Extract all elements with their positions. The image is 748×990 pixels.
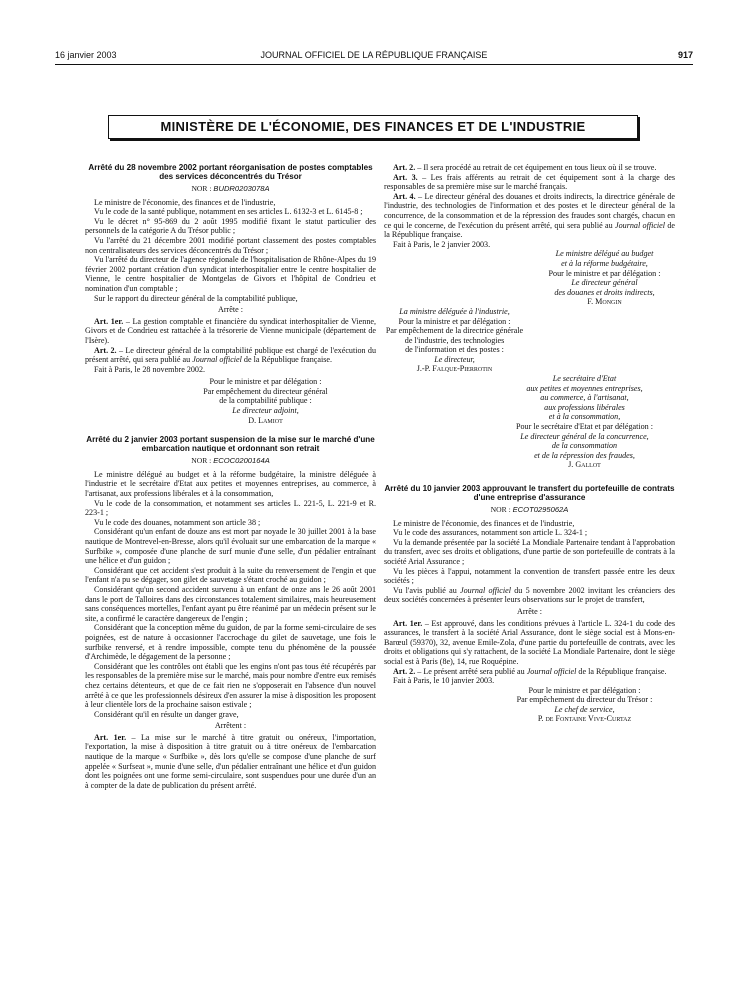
signature-line: aux professions libérales xyxy=(544,402,625,412)
paragraph: Vu les pièces à l'appui, notamment la convention de transfert passée entre les deux sociétés ; xyxy=(384,566,675,586)
signature-line: et à la consommation, xyxy=(548,412,621,422)
paragraph: Considérant que les contrôles ont établi que les engins n'ont pas tous été récupérés par les responsables de la première mise sur le marché, mais pour nombre d'entre eux remisés chez certains détenteurs, et que de ce fait rien ne s'opposerait en l'absence d'un nouvel arrêté à ce que les professionnels désireux d'en assurer la mise à disposition les proposent à leur clientèle lors de la prochaine saison estivale ; xyxy=(85,661,376,710)
journal-ref: Journal officiel xyxy=(615,220,666,230)
signature-line: et de la répression des fraudes, xyxy=(534,450,635,460)
left-column xyxy=(85,163,376,790)
signature-line: Le directeur, xyxy=(434,354,475,364)
paragraph: Vu la demande présentée par la société La Mondiale Partenaire tendant à l'approbation du transfert, avec ses droits et obligations, d'une partie de son portefeuille de contrats à la société Arial Assurance ; xyxy=(384,537,675,566)
nor-value: BUDR0203078A xyxy=(213,184,270,193)
signature-line: Le secrétaire d'Etat xyxy=(552,374,617,384)
header-journal-title: JOURNAL OFFICIEL DE LA RÉPUBLIQUE FRANÇAISE xyxy=(260,50,488,60)
header-rule xyxy=(55,64,693,65)
ministry-heading: MINISTÈRE DE L'ÉCONOMIE, DES FINANCES ET DE L'INDUSTRIE xyxy=(108,115,638,139)
signature-line: Le directeur général xyxy=(571,278,638,288)
signatory-name: D. Lamiot xyxy=(248,415,283,425)
signature-line: Pour le secrétaire d'Etat et par délégation : xyxy=(516,422,653,432)
journal-ref: Journal officiel xyxy=(460,585,511,595)
article-1 xyxy=(85,733,376,791)
signature-block xyxy=(384,374,675,470)
article-label: Art. 1er. xyxy=(94,316,124,326)
paragraph: Considérant que cet accident s'est produit à la suite du renversement de l'engin et que l'enfant n'a pu se dégager, son gilet de sauvetage s'étant croché au guidon ; xyxy=(85,565,376,585)
signatory-name: P. de Fontaine Vive-Curtaz xyxy=(537,714,632,724)
paragraph: Sur le rapport du directeur général de la comptabilité publique, xyxy=(94,293,298,303)
page-number: 917 xyxy=(677,50,693,60)
arrete-1-title: Arrêté du 28 novembre 2002 portant réorganisation de postes comptables des services déconcentrés du Trésor xyxy=(88,163,373,181)
signature-block xyxy=(384,307,675,374)
signature-line: au commerce, à l'artisanat, xyxy=(540,393,629,403)
fait-line: Fait à Paris, le 2 janvier 2003. xyxy=(393,239,491,249)
paragraph xyxy=(384,586,675,605)
paragraph: Vu le code des douanes, notamment son article 38 ; xyxy=(94,517,261,527)
paragraph: Considérant qu'un enfant de douze ans est mort par noyade le 30 juillet 2001 à la base nautique de Montrevel-en-Bresse, alors qu'il évoluait sur une embarcation de la marque « Surfbike », composée d'une planche de surf munie d'une selle, d'un pédalier entraînant une hélice et d'un guidon ; xyxy=(85,527,376,566)
signature-line: Le ministre délégué au budget xyxy=(555,249,654,259)
arretent-keyword: Arrêtent : xyxy=(214,721,247,731)
article-1 xyxy=(384,619,675,667)
signature-line: aux petites et moyennes entreprises, xyxy=(526,383,643,393)
article-label: Art. 1er. xyxy=(94,732,127,742)
signature-block xyxy=(85,377,376,425)
article-text: – La mise sur le marché à titre gratuit ou onéreux, l'importation, l'exportation, la mise à disposition à titre gratuit ou à titre onéreux de l'embarcation nautique de la marque « Surfbike », dès lors qu'elle se compose d'une planche de surf appelée « Surfseat », munie d'une selle, d'un pédalier entraînant une hélice et d'un guidon dont les poignées ont une forme semi-circulaire, sont suspendues pour une durée d'un an à compter de la date de publication du présent arrêté. xyxy=(85,732,376,790)
signature-line: de l'industrie, des technologies xyxy=(404,335,505,345)
journal-ref: Journal officiel xyxy=(192,355,242,365)
article-2 xyxy=(384,163,675,173)
signature-line: Par empêchement du directeur du Trésor : xyxy=(516,695,653,705)
journal-ref: Journal officiel xyxy=(526,666,577,676)
article-2 xyxy=(85,346,376,365)
header-date: 16 janvier 2003 xyxy=(55,50,117,60)
article-4 xyxy=(384,192,675,240)
paragraph: Vu l'arrêté du 21 décembre 2001 modifié portant classement des postes comptables non centralisateurs des services déconcentrés du Trésor ; xyxy=(85,235,376,255)
fait-line: Fait à Paris, le 10 janvier 2003. xyxy=(393,676,495,686)
signature-line: de la comptabilité publique : xyxy=(219,396,312,406)
signature-line: de l'information et des postes : xyxy=(405,345,504,355)
signature-line: Par empêchement de la directrice générale xyxy=(385,326,524,336)
article-text: – Il sera procédé au retrait de cet équipement en tous lieux où il se trouve. xyxy=(415,163,657,172)
right-column xyxy=(384,163,675,724)
article-label: Art. 3. xyxy=(393,172,418,182)
paragraph: Vu l'arrêté du directeur de l'agence régionale de l'hospitalisation de Rhône-Alpes du 19 février 2002 portant création d'un syndicat interhospitalier entre le centre hospitalier de Vienne, le centre hospitalier de Montgelas de Givors et l'hôpital de Condrieu et nomination d'un comptable ; xyxy=(85,255,376,293)
article-text: – Le présent arrêté sera publié au xyxy=(415,666,527,676)
article-label: Art. 4. xyxy=(393,191,416,201)
article-label: Art. 2. xyxy=(393,163,416,172)
article-2 xyxy=(384,667,675,677)
signature-line: Pour le ministre et par délégation : xyxy=(548,268,661,278)
signatory-name: J.-P. Falque-Pierrotin xyxy=(416,364,493,374)
signature-line: Pour la ministre et par délégation : xyxy=(398,316,511,326)
paragraph: Vu le code des assurances, notamment son article L. 324-1 ; xyxy=(393,528,588,538)
signature-line: Le chef de service, xyxy=(554,704,615,714)
article-text: – Est approuvé, dans les conditions prévues à l'article L. 324-1 du code des assurances, le transfert à la société Arial Assurance, dont le siège social est à Mons-en-Barœul (59370), 32, avenue Emile-Zola, d'une partie du portefeuille de contrats, avec les droits et obligations qui s'y rattachent, de la société La Mondiale Partenaire, dont le siège social est à Paris (8e), 14, rue Roquépine. xyxy=(384,618,675,666)
nor-label: NOR : xyxy=(191,456,212,466)
paragraph: Vu le code de la santé publique, notamment en ses articles L. 6132-3 et L. 6145-8 ; xyxy=(94,207,363,217)
nor-label: NOR : xyxy=(490,505,511,514)
signature-line: Par empêchement du directeur général xyxy=(203,386,328,396)
paragraph: Considérant qu'un second accident survenu à un enfant de onze ans le 26 août 2001 dans le port de Talloires dans des circonstances totalement similaires, mais heureusement sans conséquences mortelles, l'enfant ayant pu être réanimé par un médecin présent sur le site, a confirmé le caractère dangereux de l'engin ; xyxy=(85,584,376,623)
paragraph: Le ministre de l'économie, des finances et de l'industrie, xyxy=(393,518,575,528)
article-text: – La gestion comptable et financière du syndicat interhospitalier de Vienne, Givors et de Condrieu est rattachée à la trésorerie de Vienne municipale (département de l'Isère). xyxy=(85,316,376,345)
signature-block xyxy=(384,249,675,307)
paragraph: Considérant que la conception même du guidon, de par la forme semi-circulaire de ses poignées, est de nature à occasionner l'accrochage du gilet de sauvetage, une fois le surfbike renversé, et à rendre impossible, compte tenu du phénomène de la poussée d'Archimède, le dégagement de la personne ; xyxy=(85,623,376,662)
signature-block xyxy=(384,686,675,724)
paragraph: Vu le décret n° 95-869 du 2 août 1995 modifié fixant le statut particulier des personnels de la catégorie A du Trésor public ; xyxy=(85,216,376,236)
article-text: de la République française. xyxy=(576,666,667,676)
signature-line: Le directeur général de la concurrence, xyxy=(520,431,649,441)
signature-line: Le directeur adjoint, xyxy=(232,406,299,416)
paragraph: Le ministre de l'économie, des finances et de l'industrie, xyxy=(94,197,276,207)
arrete-3-nor xyxy=(384,505,675,515)
article-text: de la République française. xyxy=(241,355,333,365)
paragraph: Considérant qu'il en résulte un danger grave, xyxy=(94,709,239,719)
arrete-1-nor xyxy=(85,184,376,194)
article-label: Art. 2. xyxy=(393,666,416,676)
signature-line: des douanes et droits indirects, xyxy=(554,287,655,297)
nor-value: ECOT0295062A xyxy=(512,505,569,514)
signature-line: de la consommation xyxy=(551,441,618,451)
nor-value: ECOC0200164A xyxy=(213,456,270,466)
arrete-3-title: Arrêté du 10 janvier 2003 approuvant le transfert du portefeuille de contrats d'une entreprise d'assurance xyxy=(384,484,675,502)
article-3 xyxy=(384,173,675,192)
article-text: – Les frais afférents au retrait de cet équipement sont à la charge des responsables de sa première mise sur le marché français. xyxy=(384,172,676,192)
signature-line: et à la réforme budgétaire, xyxy=(561,258,648,268)
signatory-name: J. Gallot xyxy=(568,460,601,470)
signature-line: La ministre déléguée à l'industrie, xyxy=(399,306,510,316)
running-header xyxy=(55,50,693,64)
nor-label: NOR : xyxy=(191,184,212,193)
arrete-keyword: Arrête : xyxy=(517,606,542,616)
signature-line: Pour le ministre et par délégation : xyxy=(528,685,641,695)
paragraph-text: du 5 novembre 2002 invitant les créanciers des deux sociétés concernées à présenter leurs observations sur le projet de transfert, xyxy=(384,585,675,605)
paragraph: Le ministre délégué au budget et à la réforme budgétaire, la ministre déléguée à l'industrie et le secrétaire d'Etat aux petites et moyennes entreprises, au commerce, à l'artisanat, aux professions libérales et à la consommation, xyxy=(85,469,376,499)
article-label: Art. 1er. xyxy=(393,618,423,628)
article-text: – Le directeur général des douanes et droits indirects, la directrice générale de l'industrie, des technologies de l'information et des postes et le directeur général de la concurrence, de la consommation et de la répression des fraudes sont chargés, chacun en ce qui le concerne, de l'exécution du présent arrêté, qui sera publié au xyxy=(384,191,676,230)
article-text: de la République française. xyxy=(384,220,675,240)
fait-line: Fait à Paris, le 28 novembre 2002. xyxy=(94,364,206,374)
signature-line: Pour le ministre et par délégation : xyxy=(209,377,322,387)
arrete-keyword: Arrête : xyxy=(218,305,243,315)
article-label: Art. 2. xyxy=(94,345,117,355)
article-1 xyxy=(85,317,376,346)
arrete-2-nor xyxy=(85,456,376,466)
paragraph: Vu le code de la consommation, et notamment ses articles L. 221-5, L. 221-9 et R. 223-1 ; xyxy=(85,498,376,518)
article-text: – Le directeur général de la comptabilité publique est chargé de l'exécution du présent arrêté, qui sera publié au xyxy=(85,345,376,365)
arrete-2-title: Arrêté du 2 janvier 2003 portant suspension de la mise sur le marché d'une embarcation nautique et ordonnant son retrait xyxy=(86,435,375,454)
signatory-name: F. Mongin xyxy=(587,297,622,307)
paragraph-text: Vu l'avis publié au xyxy=(393,585,461,595)
